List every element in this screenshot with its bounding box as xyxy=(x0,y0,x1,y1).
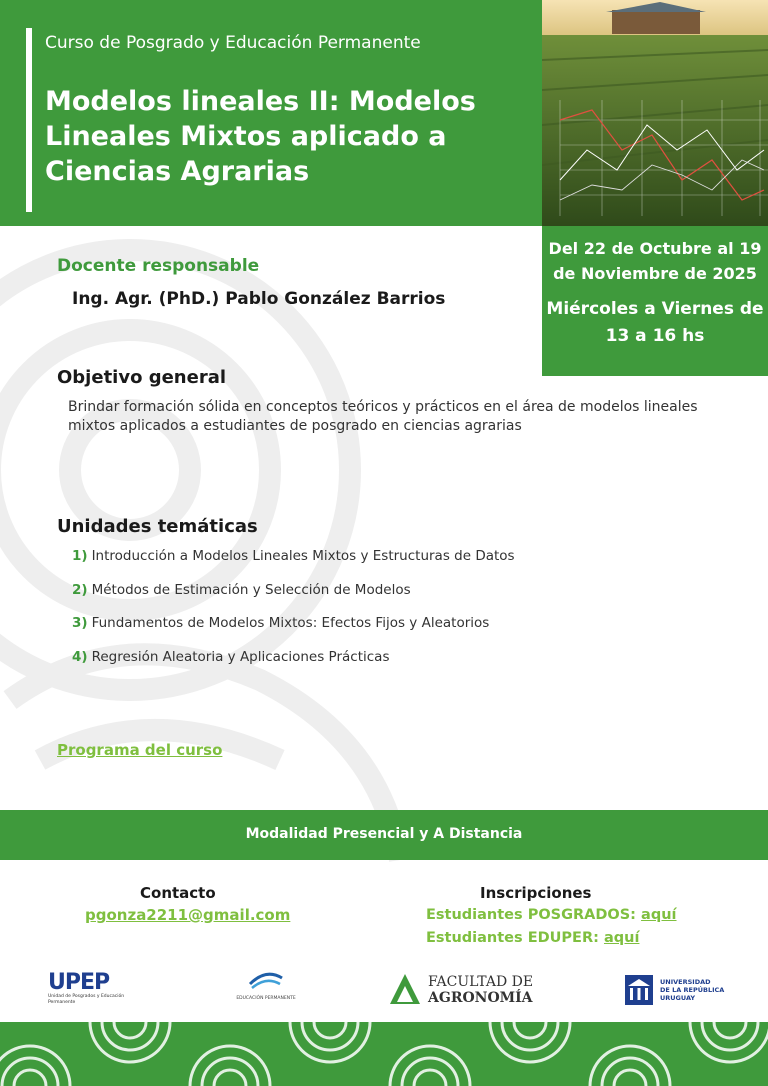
modalidad-banner xyxy=(0,810,768,860)
modalidad-text: Modalidad Presencial y A Distancia xyxy=(245,826,523,842)
contacto-email-link[interactable]: pgonza2211@gmail.com xyxy=(85,906,291,924)
unidad-text: Introducción a Modelos Lineales Mixtos y Estructuras de Datos xyxy=(91,548,515,564)
objetivo-text: Brindar formación sólida en conceptos teóricos y prácticos en el área de modelos lineales mixtos aplicados a estudiantes de posgrado en ciencias agrarias xyxy=(68,399,698,434)
educacion-permanente-text: EDUCACIÓN PERMANENTE xyxy=(236,996,296,1001)
unidad-number: 2) xyxy=(72,581,88,598)
header-accent-bar xyxy=(26,28,32,212)
footer-pattern xyxy=(0,1022,768,1086)
agronomia-triangle-icon xyxy=(388,972,422,1006)
educacion-permanente-icon xyxy=(246,970,286,992)
contacto-heading: Contacto xyxy=(140,884,216,902)
eduper-label: Estudiantes EDUPER: xyxy=(426,930,599,946)
upep-logo xyxy=(48,972,138,1006)
logos-row xyxy=(0,962,768,1020)
course-type: Curso de Posgrado y Educación Permanente xyxy=(45,33,421,53)
course-days-hours: Miércoles a Viernes de 13 a 16 hs xyxy=(546,299,764,346)
facultad-agronomia-logo xyxy=(388,972,548,1008)
programa-link[interactable]: Programa del curso xyxy=(57,741,223,759)
unidad-item xyxy=(72,615,515,649)
unidad-number: 1) xyxy=(72,548,88,564)
objetivo-heading: Objetivo general xyxy=(57,367,227,388)
udelar-text xyxy=(660,978,724,1002)
inscripciones-heading: Inscripciones xyxy=(480,884,592,902)
udelar-line1: UNIVERSIDAD xyxy=(660,978,711,986)
agronomia-line: AGRONOMÍA xyxy=(428,990,533,1006)
facultad-line: FACULTAD DE xyxy=(428,974,534,990)
header-banner xyxy=(0,0,542,226)
farm-chart-photo xyxy=(542,0,768,226)
udelar-logo xyxy=(624,974,734,1008)
unidad-item xyxy=(72,649,515,683)
unidades-list xyxy=(72,548,515,682)
unidad-text: Fundamentos de Modelos Mixtos: Efectos Fijos y Aleatorios xyxy=(91,615,490,631)
inscripcion-eduper xyxy=(426,930,639,946)
unidad-text: Regresión Aleatoria y Aplicaciones Prácticas xyxy=(91,648,390,665)
unidad-text: Métodos de Estimación y Selección de Modelos xyxy=(91,581,411,598)
unidad-item xyxy=(72,548,515,582)
posgrados-link[interactable]: aquí xyxy=(641,907,677,923)
posgrados-label: Estudiantes POSGRADOS: xyxy=(426,907,636,923)
inscripcion-posgrados xyxy=(426,907,677,923)
unidad-item xyxy=(72,582,515,616)
unidad-number: 3) xyxy=(72,615,88,631)
course-dates: Del 22 de Octubre al 19 de Noviembre de 2025 xyxy=(548,239,762,283)
udelar-building-icon xyxy=(624,974,654,1006)
docente-heading: Docente responsable xyxy=(57,256,260,276)
docente-name: Ing. Agr. (PhD.) Pablo González Barrios xyxy=(72,289,446,309)
udelar-line2: DE LA REPÚBLICA xyxy=(660,986,725,994)
upep-subtitle: Unidad de Posgrados y Educación Permanente xyxy=(48,994,125,1005)
upep-wordmark: UPEP xyxy=(48,970,110,995)
unidades-heading: Unidades temáticas xyxy=(57,516,258,537)
course-title: Modelos lineales II: Modelos Lineales Mixtos aplicado a Ciencias Agrarias xyxy=(45,86,476,188)
eduper-link[interactable]: aquí xyxy=(603,930,640,946)
udelar-line3: URUGUAY xyxy=(660,994,696,1002)
schedule-box xyxy=(542,226,768,376)
educacion-permanente-logo xyxy=(224,970,308,1002)
unidad-number: 4) xyxy=(72,648,88,665)
